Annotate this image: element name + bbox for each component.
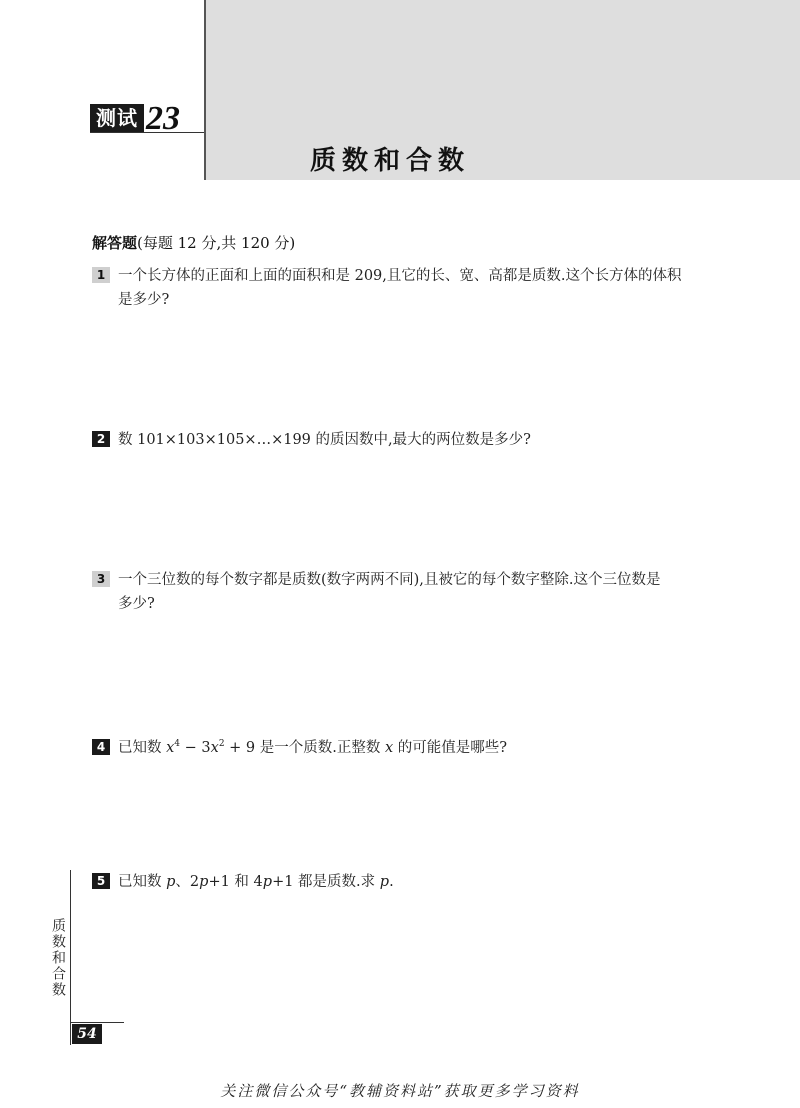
math-variable: p	[199, 874, 209, 890]
question-4	[92, 732, 722, 760]
header-panel	[204, 0, 800, 180]
question-text-prefix: 已知数	[118, 874, 162, 890]
question-number-badge: 5	[92, 873, 110, 889]
math-text: +1 都是质数.求	[272, 874, 376, 890]
math-variable: p	[166, 874, 176, 890]
question-text: 一个长方体的正面和上面的面积和是 209,且它的长、宽、高都是质数.这个长方体的体积	[118, 268, 682, 284]
math-text: 、2	[175, 874, 200, 890]
math-variable: x	[384, 739, 394, 756]
sidebar-rule-horizontal	[70, 1022, 124, 1023]
page-number: 54	[72, 1024, 102, 1044]
test-badge: 测试	[90, 104, 144, 132]
question-5	[92, 870, 722, 894]
question-2	[92, 428, 722, 452]
question-text-prefix: 已知数	[118, 739, 162, 756]
test-label	[90, 100, 180, 137]
footer-note: 关注微信公众号“教辅资料站”获取更多学习资料	[220, 1082, 580, 1100]
math-variable: p	[379, 874, 390, 890]
question-number-badge: 1	[92, 267, 110, 283]
math-variable: x	[166, 739, 175, 756]
math-exponent: 2	[218, 739, 225, 749]
question-1	[92, 264, 722, 312]
math-text: .	[389, 874, 394, 890]
question-number-badge: 2	[92, 431, 110, 447]
section-heading-label: 解答题	[92, 234, 138, 252]
question-3	[92, 568, 722, 616]
sidebar-rule-vertical	[70, 870, 71, 1045]
question-text-continued: 是多少?	[118, 292, 170, 308]
math-text: +1 和 4	[208, 874, 263, 890]
sidebar-chapter-label: 质数和合数	[50, 918, 66, 998]
question-text-continued: 多少?	[118, 596, 155, 612]
test-number: 23	[146, 100, 180, 137]
question-number-badge: 4	[92, 739, 110, 755]
question-text-suffix: 的可能值是哪些?	[397, 739, 508, 756]
question-number-badge: 3	[92, 571, 110, 587]
question-text: 一个三位数的每个数字都是质数(数字两两不同),且被它的每个数字整除.这个三位数是	[118, 572, 661, 588]
math-variable: x	[210, 739, 219, 756]
math-constant: + 9 是一个质数.正整数	[224, 739, 381, 756]
page-title: 质数和合数	[310, 146, 471, 176]
question-text: 数 101×103×105×…×199 的质因数中,最大的两位数是多少?	[118, 432, 531, 448]
math-operator: − 3	[180, 739, 211, 756]
section-heading	[92, 232, 295, 253]
math-variable: p	[262, 874, 273, 890]
section-scoring: (每题 12 分,共 120 分)	[137, 234, 296, 252]
math-exponent: 4	[174, 739, 181, 749]
